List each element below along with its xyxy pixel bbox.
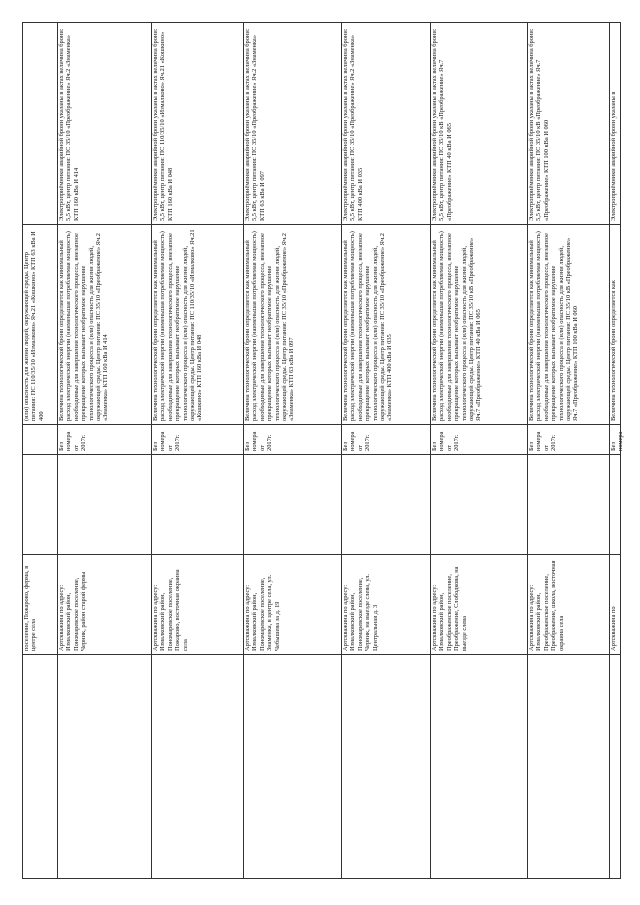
number-cell: Без номера от 2017г. xyxy=(57,424,151,454)
rotated-table-viewport xyxy=(22,22,625,879)
location-cell: Артскважина по адресу: Измалковский район, Преображенское поселение, Преображение, школа, восточная окраина села xyxy=(527,554,609,654)
empty-cell xyxy=(243,654,341,879)
table-row xyxy=(151,22,244,879)
empty-cell xyxy=(57,454,151,554)
emergency-reserve-cell: Электроприёмники аварийной брони указаны в актах величина брони: 5,5 кВт, центр питания: ПС 35/10 «Преображение» Яч.2 «Знаменка» КТП 63 кВа И 097 xyxy=(243,22,341,224)
tech-reserve-cell: Величина технологической брони определяется как минимальный расход электрической энергии (наименьшая потребляемая мощность) необходимые для завершения технологического процесса, внезапное прекращение которых вызывает необратимое нарушение технологического процесса и (или) опасность для жизни людей, окружающей среды. Центр питания: ПС 35/10 кВ «Преображение» Яч.7 «Преображение» КТП 100 кВа И 060 xyxy=(527,224,609,424)
table-row xyxy=(243,22,342,879)
location-cell: Артскважина по xyxy=(609,554,621,654)
table-row xyxy=(57,22,152,879)
reserve-table xyxy=(22,22,625,879)
table-row xyxy=(22,22,58,879)
table-row xyxy=(341,22,431,879)
emergency-reserve-cell xyxy=(22,22,57,224)
empty-cell xyxy=(151,654,243,879)
location-cell: Артскважина по адресу: Измалковский район, Пономаревское поселение, Черник, на выезде слева, ул. Центральная д. 3 xyxy=(341,554,430,654)
empty-cell xyxy=(527,454,609,554)
location-cell: Артскважина по адресу: Измалковский район, Пономаревское поселение, Черник, район старой фермы xyxy=(57,554,151,654)
tech-reserve-cell: Величина технологической брони определяется как минимальный расход электрической энергии (наименьшая потребляемая мощность) необходимые для завершения технологического процесса, внезапное прекращение которых вызывает необратимое нарушение технологического процесса и (или) опасность для жизни людей, окружающей среды. Центр питания: ПС 35/10 «Преображение» Яч.2 «Знаменка» КТП 160 кВа И 414 xyxy=(57,224,151,424)
emergency-reserve-cell: Электроприёмники аварийной брони указаны в актах величина брони: 5,5 кВт, центр питания: ПС 35/10 кВ «Преображение» Яч.7 «Преображение» КТП 40 кВа И 065 xyxy=(430,22,527,224)
empty-cell xyxy=(430,654,527,879)
tech-reserve-cell: Величина технологической брони определяется как минимальный расход электрической энергии (наименьшая потребляемая мощность) необходимые для завершения технологического процесса, внезапное прекращение которых вызывает необратимое нарушение технологического процесса и (или) опасность для жизни людей, окружающей среды. Центр питания: ПС 110/35/10 «Измалково» Яч.21 «Кошкино» КТП 160 кВа И 048 xyxy=(151,224,243,424)
table-row xyxy=(609,22,625,879)
number-cell: Без номера xyxy=(609,424,621,454)
tech-reserve-cell: (или) опасность для жизни людей, окружающей среды. Центр питания: ПС 110/35/10 «Измалково» Яч.21 «Кошкино» КТП 63 кВа И 400 xyxy=(22,224,57,424)
empty-cell xyxy=(57,654,151,879)
number-cell: Без номера от 2017г. xyxy=(527,424,609,454)
emergency-reserve-cell: Электроприёмники аварийной брони указаны в актах величина брони: 5,5 кВт, центр питания: ПС 35/10 кВ «Преображение» Яч.7 «Преображение» КТП 100 кВа И 060 xyxy=(527,22,609,224)
empty-cell xyxy=(609,654,621,879)
empty-cell xyxy=(22,654,57,879)
emergency-reserve-cell: Электроприёмники аварийной брони указаны в xyxy=(609,22,621,224)
location-cell: поселение, Пожарово, ферма, в центре села xyxy=(22,554,57,654)
number-cell: Без номера от 2017г. xyxy=(151,424,243,454)
number-cell: Без номера от 2017г. xyxy=(243,424,341,454)
tech-reserve-cell: Величина технологической брони определяется как минимальный расход электрической энергии (наименьшая потребляемая мощность) необходимые для завершения технологического процесса, внезапное прекращение которых вызывает необратимое нарушение технологического процесса и (или) опасность для жизни людей, окружающей среды. Центр питания: ПС 35/10 «Преображение» Яч.2 «Знаменка» КТП 400 кВа И 035 xyxy=(341,224,430,424)
location-cell: Артскважина по адресу: Измалковский район, Преображенское поселение, Преображение, Слободкова, на выезде слева xyxy=(430,554,527,654)
number-cell xyxy=(22,424,57,454)
empty-cell xyxy=(243,454,341,554)
table-row xyxy=(527,22,610,879)
empty-cell xyxy=(609,454,621,554)
location-cell: Артскважина по адресу: Измалковский район, Пономаревское поселение, Пожарово, восточная окраина села xyxy=(151,554,243,654)
emergency-reserve-cell: Электроприёмники аварийной брони указаны в актах величина брони: 5,5 кВт, центр питания: ПС 35/10 «Преображение» Яч.2 «Знаменка» КТП 400 кВа И 035 xyxy=(341,22,430,224)
tech-reserve-cell: Величина технологической брони определяется как минимальный расход электрической энергии (наименьшая потребляемая мощность) необходимые для завершения технологического процесса, внезапное прекращение которых вызывает необратимое нарушение технологического процесса и (или) опасность для жизни людей, окружающей среды. Центр питания: ПС 35/10 «Преображение» Яч.2 «Знаменка» КТП 63 кВа И 097 xyxy=(243,224,341,424)
empty-cell xyxy=(341,454,430,554)
empty-cell xyxy=(341,654,430,879)
empty-cell xyxy=(151,454,243,554)
empty-cell xyxy=(527,654,609,879)
tech-reserve-cell: Величина технологической брони определяется как минимальный расход электрической энергии (наименьшая потребляемая мощность) необходимые для завершения технологического процесса, внезапное прекращение которых вызывает необратимое нарушение технологического процесса и (или) опасность для жизни людей, окружающей среды. Центр питания: ПС 35/10 кВ «Преображение» Яч.7 «Преображение» КТП 40 кВа И 065 xyxy=(430,224,527,424)
empty-cell xyxy=(22,454,57,554)
emergency-reserve-cell: Электроприёмники аварийной брони указаны в актах величина брони: 5,5 кВт, центр питания: ПС 35/10 «Преображение» Яч.2 «Знаменка» КТП 160 кВа И 414 xyxy=(57,22,151,224)
tech-reserve-cell: Величина технологической брони определяется как xyxy=(609,224,621,424)
emergency-reserve-cell: Электроприёмники аварийной брони указаны в актах величина брони: 5,5 кВт, центр питания: ПС 110/35/10 «Измалково» Яч.21 «Кошкино» КТП 160 кВа И 048 xyxy=(151,22,243,224)
number-cell: Без номера от 2017г. xyxy=(430,424,527,454)
number-cell: Без номера от 2017г. xyxy=(341,424,430,454)
location-cell: Артскважина по адресу: Измалковский район, Пономаревское поселение, Знаменка, в центре села, ул. Чебышева за д. 19 xyxy=(243,554,341,654)
table-row xyxy=(430,22,528,879)
empty-cell xyxy=(430,454,527,554)
